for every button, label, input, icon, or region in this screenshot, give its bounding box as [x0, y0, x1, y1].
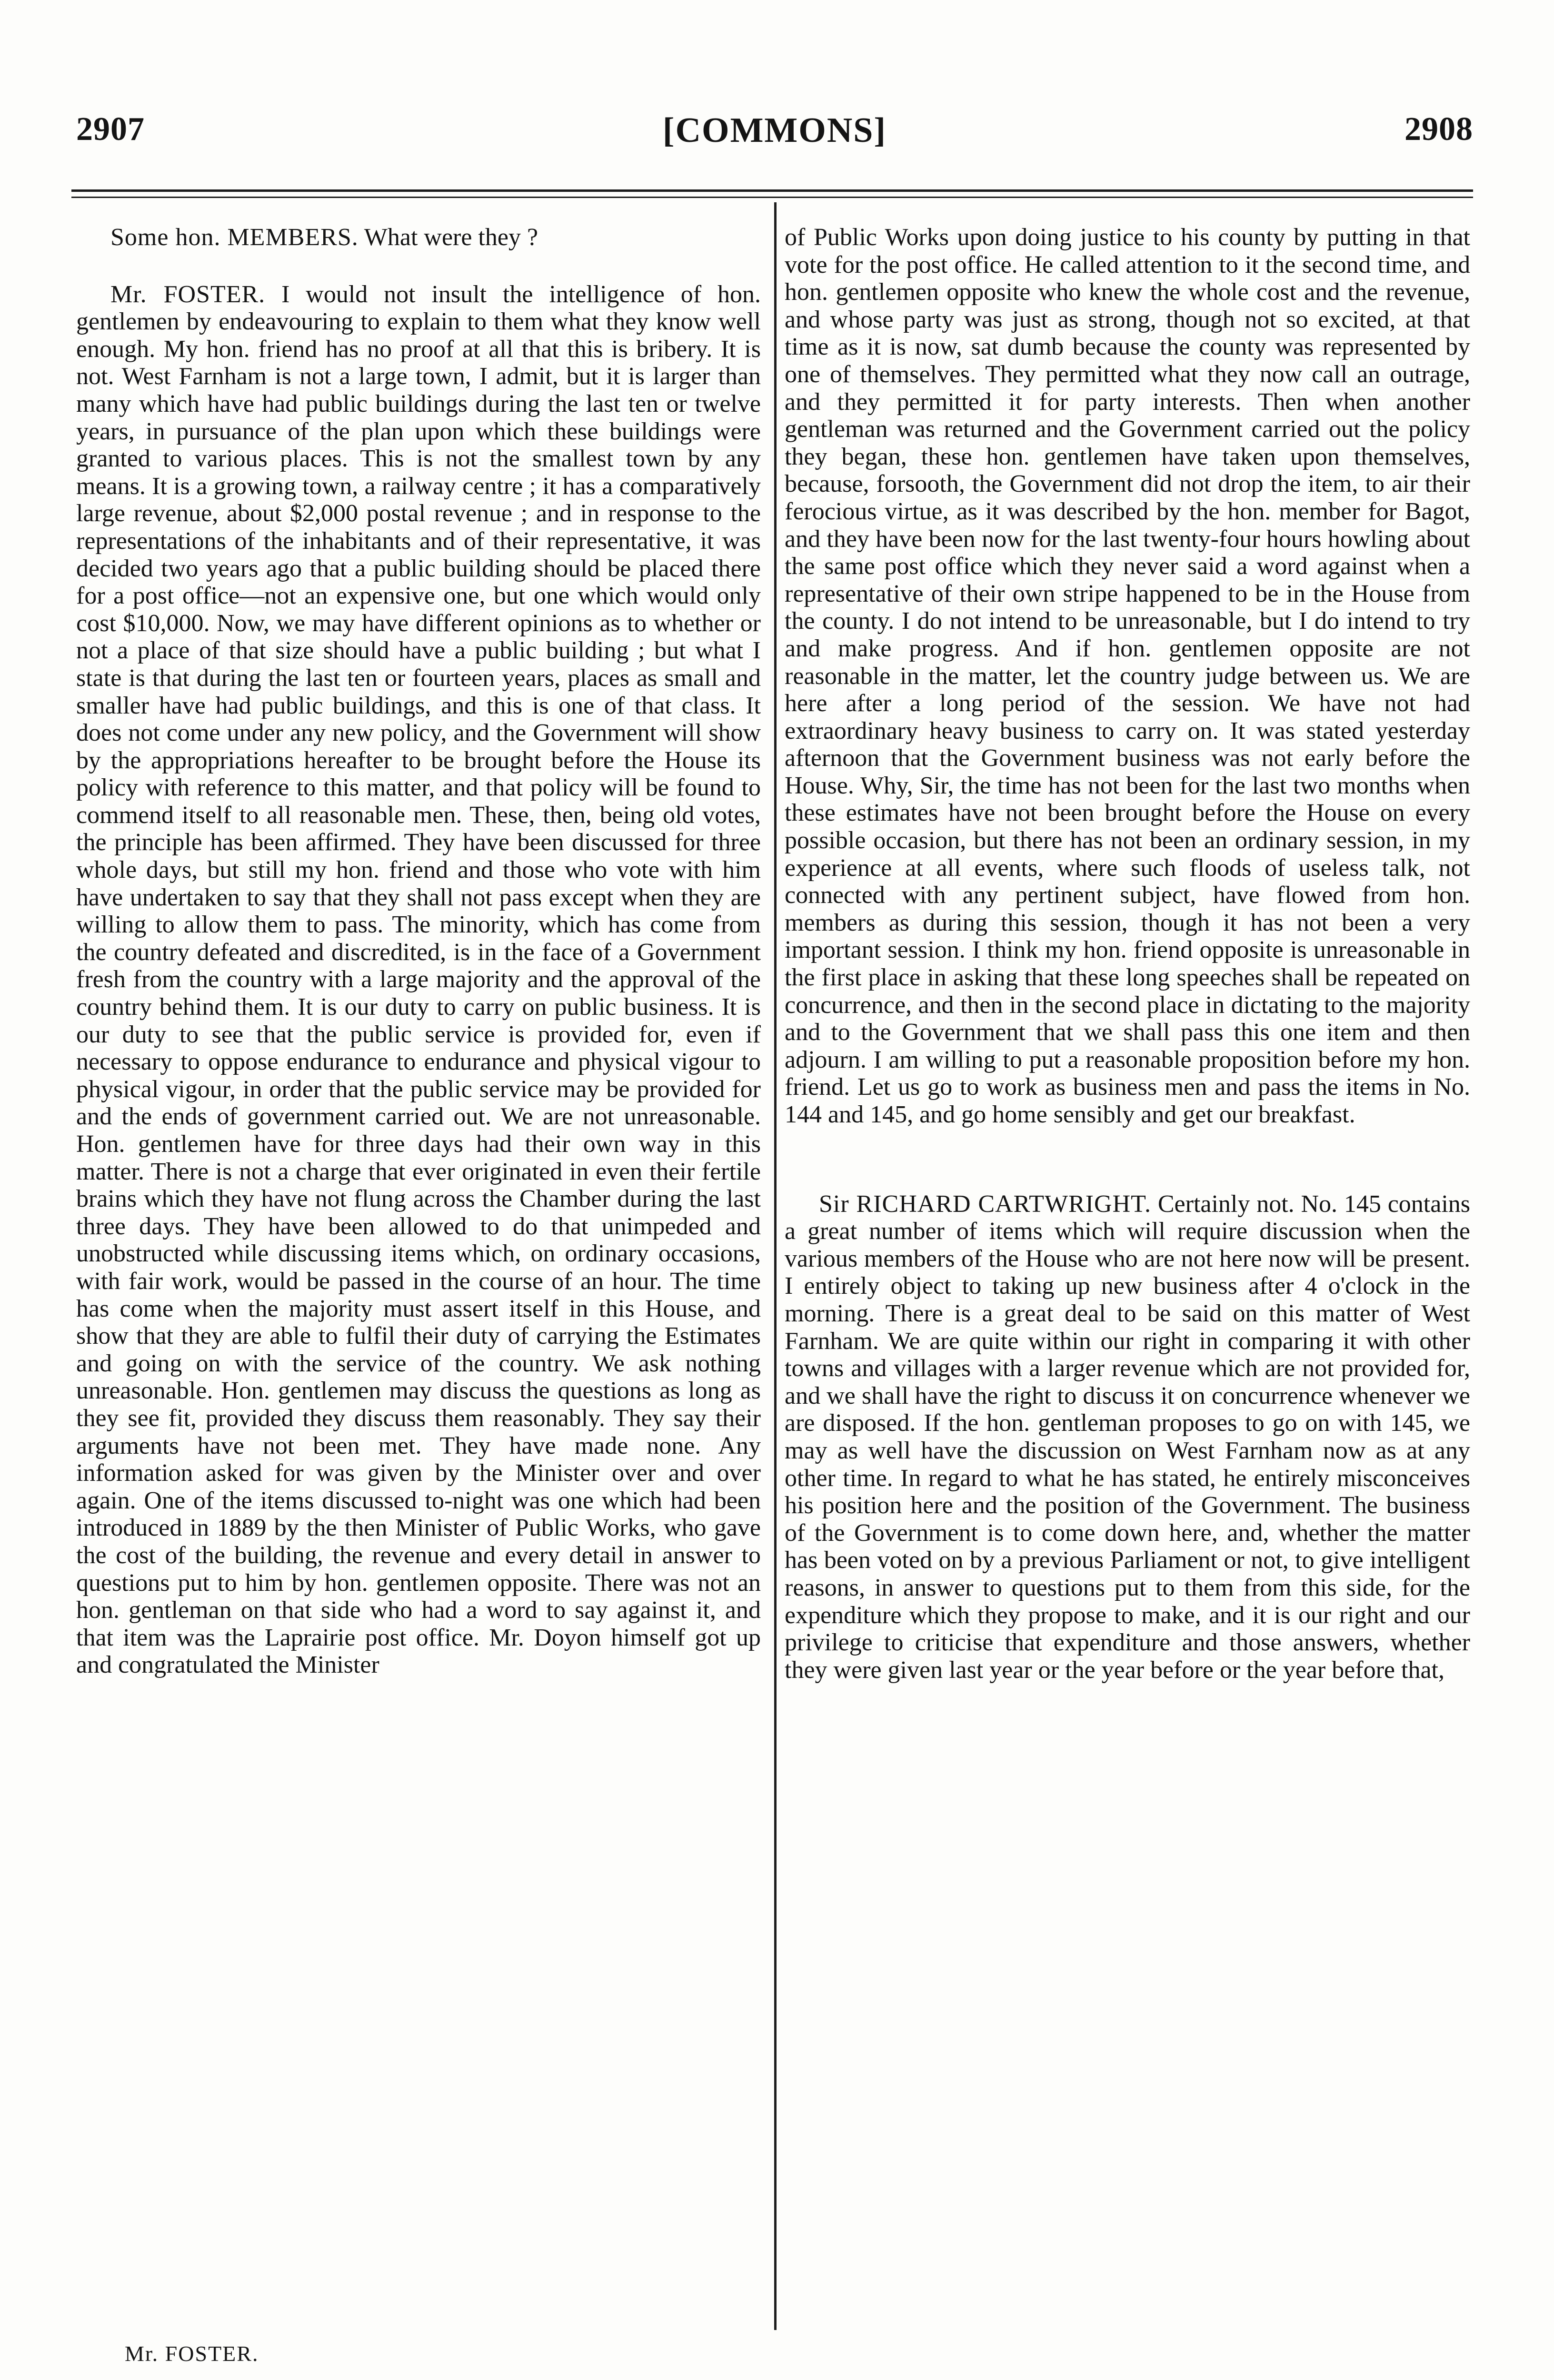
page-number-left: 2907	[76, 111, 145, 148]
right-column	[785, 224, 1470, 1684]
speaker-name: Mr. FOSTER.	[110, 280, 266, 308]
paragraph-cartwright-speech	[785, 1190, 1470, 1684]
header-rule-thin	[71, 197, 1473, 198]
speech-text: I would not insult the intelligence of hon. gentlemen by endeavouring to explain to them what they know well enough. My hon. friend has no proof at all that this is bribery. It is not. West Farnham is not a large town, I admit, but it is larger than many which have had public buildings during the last ten or twelve years, in pursuance of the plan upon which these buildings were granted to various places. This is not the smallest town by any means. It is a growing town, a railway centre ; it has a comparatively large revenue, about $2,000 postal revenue ; and in response to the representations of the inhabitants and of their representative, it was decided two years ago that a public building should be placed there for a post office—not an expensive one, but one which would only cost $10,000. Now, we may have different opinions as to whether or not a place of that size should have a public building ; but what I state is that during the last ten or fourteen years, places as small and smaller have had public buildings, and this is one of that class. It does not come under any new policy, and the Government will show by the appropriations hereafter to be brought before the House its policy with reference to this matter, and that policy will be found to commend itself to all reasonable men. These, then, being old votes, the principle has been affirmed. They have been discussed for three whole days, but still my hon. friend and those who vote with him have undertaken to say that they shall not pass except when they are willing to allow them to pass. The minority, which has come from the country defeated and discredited, is in the face of a Government fresh from the country with a large majority and the approval of the country behind them. It is our duty to carry on public business. It is our duty to see that the public service is provided for, even if necessary to oppose endurance to endurance and physical vigour to physical vigour, in order that the public service may be provided for and the ends of government carried out. We are not unreasonable. Hon. gentlemen have for three days had their own way in this matter. There is not a charge that ever originated in even their fertile brains which they have not flung across the Chamber during the last three days. They have been allowed to do that unimpeded and unobstructed while discussing items which, on ordinary occasions, with fair work, would be passed in the course of an hour. The time has come when the majority must assert itself in this House, and show that they are able to fulfil their duty of carrying the Estimates and going on with the service of the country. We ask nothing unreasonable. Hon. gentlemen may discuss the questions as long as they see fit, provided they discuss them reasonably. They say their arguments have not been met. They have made none. Any information asked for was given by the Minister over and over again. One of the items discussed to-night was one which had been introduced in 1889 by the then Minister of Public Works, who gave the cost of the building, the revenue and every detail in answer to questions put to him by hon. gentlemen opposite. There was not an hon. gentleman on that side who had a word to say against it, and that item was the Laprairie post office. Mr. Doyon himself got up and congratulated the Minister	[76, 280, 761, 1679]
header-rule-thick	[71, 189, 1473, 192]
column-divider	[774, 202, 777, 2330]
paragraph-members-question	[76, 224, 761, 251]
speech-text: What were they ?	[364, 224, 538, 251]
speech-text: of Public Works upon doing justice to his county by putting in that vote for the post office. He called attention to it the second time, and hon. gentlemen opposite who knew the whole cost and the revenue, and whose party was just as strong, though not so excited, at that time as it is now, sat dumb because the county was represented by one of themselves. They permitted what they now call an outrage, and they permitted it for party interests. Then when another gentleman was returned and the Government carried out the policy they began, these hon. gentlemen have taken upon themselves, because, forsooth, the Government did not drop the item, to air their ferocious virtue, as it was described by the hon. member for Bagot, and they have been now for the last twenty-four hours howling about the same post office which they never said a word against when a representative of their own stripe happened to be in the House from the county. I do not intend to be unreasonable, but I do intend to try and make progress. And if hon. gentlemen opposite are not reasonable in the matter, let the country judge between us. We are here after a long period of the session. We have not had extraordinary heavy business to carry on. It was stated yesterday afternoon that the Government business was not early before the House. Why, Sir, the time has not been for the last two months when these estimates have not been brought before the House on every possible occasion, but there has not been an ordinary session, in my experience at all events, where such floods of useless talk, not connected with any pertinent subject, have flowed from hon. members as during this session, though it has not been a very important session. I think my hon. friend opposite is unreasonable in the first place in asking that these long speeches shall be repeated on concurrence, and then in the second place in dictating to the majority and to the Government that we shall pass this one item and then adjourn. I am willing to put a reasonable proposition before my hon. friend. Let us go to work as business men and pass the items in No. 144 and 145, and go home sensibly and get our breakfast.	[785, 224, 1470, 1128]
paragraph-foster-continued	[785, 224, 1470, 1129]
page-number-right: 2908	[1405, 111, 1473, 148]
left-column	[76, 224, 761, 1679]
speaker-name: Sir RICHARD CARTWRIGHT.	[819, 1190, 1152, 1218]
speech-text: Certainly not. No. 145 contains a great number of items which will require discussion when the various members of the House who are not here now will be present. I entirely object to taking up new business after 4 o'clock in the morning. There is a great deal to be said on this matter of West Farnham. We are quite within our right in comparing it with other towns and villages with a larger revenue which are not provided for, and we shall have the right to discuss it on concurrence whenever we are disposed. If the hon. gentleman proposes to go on with 145, we may as well have the discussion on West Farnham now as at any other time. In regard to what he has stated, he entirely misconceives his position here and the position of the Government. The business of the Government is to come down here, and, whether the matter has been voted on by a previous Parliament or not, to give intelligent reasons, in answer to questions put to them from this side, for the expenditure which they propose to make, and it is our right and our privilege to criticise that expenditure and those answers, whether they were given last year or the year before or the year before that,	[785, 1190, 1471, 1684]
page-header	[76, 110, 1473, 158]
speaker-name: Some hon. MEMBERS.	[110, 224, 359, 251]
footer-signature: Mr. FOSTER.	[125, 2341, 259, 2366]
running-head: [COMMONS]	[662, 111, 887, 150]
paragraph-foster-speech	[76, 281, 761, 1679]
